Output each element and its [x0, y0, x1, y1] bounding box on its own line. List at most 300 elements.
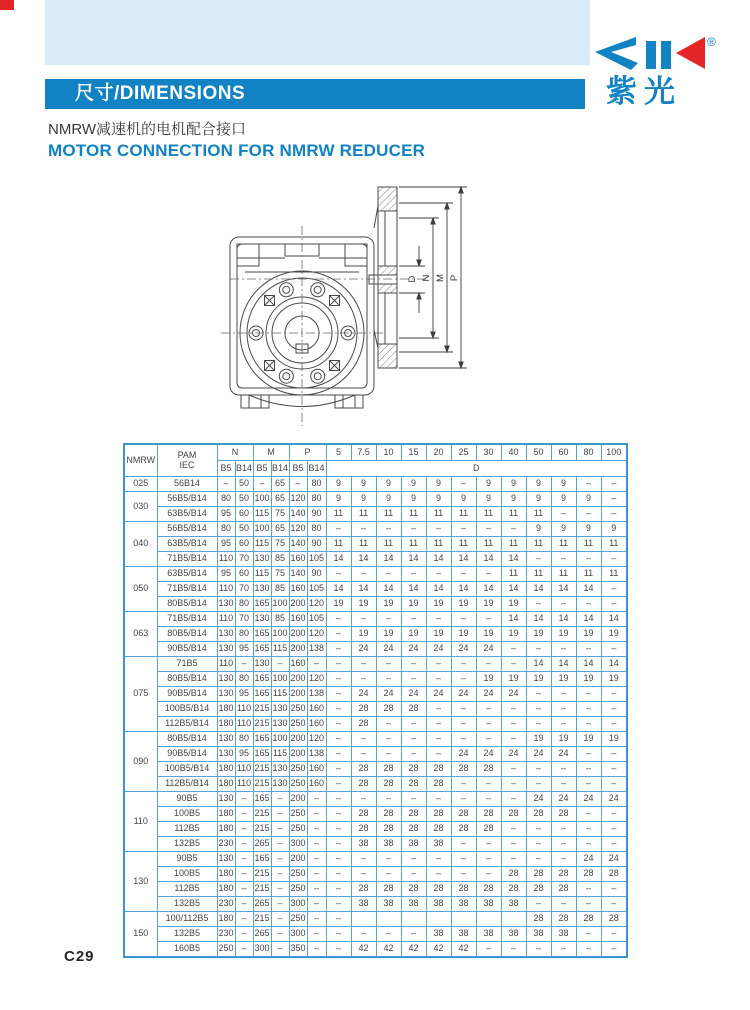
dim-cell: 200 — [289, 642, 307, 657]
dim-cell: 80 — [217, 492, 235, 507]
d-cell: – — [526, 552, 551, 567]
d-cell: 14 — [526, 612, 551, 627]
table-row — [124, 792, 627, 807]
d-cell: – — [326, 897, 351, 912]
d-cell: 11 — [326, 507, 351, 522]
d-cell: – — [601, 702, 627, 717]
dim-label-d: D — [407, 275, 418, 283]
d-cell: – — [326, 672, 351, 687]
dim-cell: 120 — [289, 522, 307, 537]
d-cell: – — [601, 807, 627, 822]
dim-cell: 130 — [253, 612, 271, 627]
table-row — [124, 882, 627, 897]
d-cell: 28 — [551, 867, 576, 882]
d-cell: – — [551, 762, 576, 777]
d-cell: – — [376, 612, 401, 627]
dim-cell: 180 — [217, 822, 235, 837]
table-row — [124, 627, 627, 642]
dim-cell: 180 — [217, 882, 235, 897]
d-cell: – — [576, 837, 601, 852]
d-cell: 11 — [526, 537, 551, 552]
table-row — [124, 522, 627, 537]
d-cell: – — [476, 792, 501, 807]
d-cell: 38 — [376, 837, 401, 852]
d-cell: 9 — [526, 477, 551, 492]
d-cell: – — [551, 687, 576, 702]
d-cell: 28 — [351, 762, 376, 777]
d-cell: – — [601, 642, 627, 657]
d-cell: 19 — [501, 597, 526, 612]
d-cell: – — [451, 612, 476, 627]
d-cell: 28 — [601, 867, 627, 882]
nmrw-cell: 025 — [124, 477, 157, 492]
d-cell: 28 — [526, 867, 551, 882]
d-cell — [351, 912, 376, 927]
d-cell: 11 — [476, 507, 501, 522]
d-cell: 9 — [526, 522, 551, 537]
d-cell: – — [601, 597, 627, 612]
dim-label-p: P — [449, 274, 460, 282]
d-cell: – — [451, 702, 476, 717]
d-cell: – — [501, 942, 526, 958]
col-header-m: M — [253, 444, 289, 461]
dim-cell: – — [235, 792, 253, 807]
d-cell: – — [576, 717, 601, 732]
table-row — [124, 702, 627, 717]
dim-cell: 100 — [271, 597, 289, 612]
d-cell: 38 — [501, 927, 526, 942]
d-cell: – — [476, 717, 501, 732]
d-cell: – — [401, 927, 426, 942]
d-cell: – — [426, 732, 451, 747]
pam-cell: 100/112B5 — [157, 912, 217, 927]
d-cell: – — [351, 567, 376, 582]
d-cell: – — [326, 687, 351, 702]
pam-cell: 63B5/B14 — [157, 507, 217, 522]
brand-logo — [592, 34, 722, 70]
d-cell: 19 — [526, 672, 551, 687]
table-row — [124, 717, 627, 732]
d-cell: – — [551, 837, 576, 852]
dim-cell: 95 — [217, 537, 235, 552]
d-cell: 9 — [451, 492, 476, 507]
dim-cell: – — [235, 657, 253, 672]
table-body — [124, 477, 627, 958]
dim-cell: 165 — [253, 627, 271, 642]
col-header-pam-iec: PAM IEC — [157, 444, 217, 477]
d-cell: – — [476, 612, 501, 627]
d-cell: – — [451, 522, 476, 537]
d-cell: – — [476, 777, 501, 792]
dim-cell: – — [271, 792, 289, 807]
d-cell: – — [576, 642, 601, 657]
d-cell: – — [451, 477, 476, 492]
d-cell: 24 — [476, 747, 501, 762]
dim-cell: 110 — [235, 717, 253, 732]
sub-header-b5: B5 — [253, 461, 271, 477]
d-cell: 24 — [451, 642, 476, 657]
d-cell: – — [601, 822, 627, 837]
pam-cell: 132B5 — [157, 927, 217, 942]
d-cell — [376, 912, 401, 927]
d-cell: 9 — [401, 477, 426, 492]
d-cell: – — [601, 897, 627, 912]
d-cell: – — [601, 927, 627, 942]
d-cell: 28 — [476, 807, 501, 822]
d-cell: – — [326, 927, 351, 942]
d-cell: – — [451, 657, 476, 672]
d-cell: 42 — [376, 942, 401, 958]
dim-cell: – — [271, 867, 289, 882]
dim-cell: 165 — [253, 687, 271, 702]
dim-cell: 115 — [271, 747, 289, 762]
d-cell: – — [376, 852, 401, 867]
d-cell: 9 — [401, 492, 426, 507]
d-cell: – — [601, 882, 627, 897]
d-cell: – — [426, 522, 451, 537]
dim-cell: 130 — [271, 702, 289, 717]
d-cell: – — [326, 882, 351, 897]
d-cell: – — [501, 777, 526, 792]
d-cell: – — [501, 762, 526, 777]
dim-cell: – — [307, 657, 326, 672]
d-cell: – — [526, 642, 551, 657]
dim-cell: 90 — [307, 567, 326, 582]
d-cell: – — [326, 807, 351, 822]
d-cell — [501, 912, 526, 927]
d-cell: 38 — [426, 927, 451, 942]
dim-cell: 200 — [289, 732, 307, 747]
d-cell: – — [576, 927, 601, 942]
col-header-ratio: 40 — [501, 444, 526, 461]
dim-cell: 105 — [307, 582, 326, 597]
dim-cell: 215 — [253, 702, 271, 717]
dim-cell: 250 — [289, 867, 307, 882]
d-cell: 28 — [351, 807, 376, 822]
page-number: C29 — [64, 948, 95, 965]
d-cell: – — [601, 582, 627, 597]
d-cell: – — [501, 717, 526, 732]
d-cell: 28 — [351, 702, 376, 717]
d-cell: 24 — [501, 687, 526, 702]
header-panel — [45, 0, 590, 65]
subtitle-english: MOTOR CONNECTION FOR NMRW REDUCER — [48, 141, 426, 160]
dim-cell: – — [235, 897, 253, 912]
d-cell: 9 — [351, 492, 376, 507]
table-row — [124, 582, 627, 597]
table-row — [124, 897, 627, 912]
d-cell: 14 — [476, 582, 501, 597]
dim-cell: – — [217, 477, 235, 492]
dim-cell: 95 — [235, 642, 253, 657]
table-row — [124, 777, 627, 792]
col-header-ratio: 10 — [376, 444, 401, 461]
dim-cell: – — [271, 927, 289, 942]
d-cell: 14 — [501, 582, 526, 597]
d-cell: – — [326, 612, 351, 627]
pam-cell: 132B5 — [157, 837, 217, 852]
d-cell: – — [401, 717, 426, 732]
d-cell: 9 — [526, 492, 551, 507]
dim-cell: 250 — [289, 807, 307, 822]
dim-cell: 265 — [253, 927, 271, 942]
d-cell: – — [326, 567, 351, 582]
d-cell: 14 — [576, 657, 601, 672]
dim-cell: 250 — [289, 717, 307, 732]
d-cell: 28 — [476, 882, 501, 897]
dim-cell: 70 — [235, 582, 253, 597]
table-row — [124, 927, 627, 942]
d-cell: 42 — [401, 942, 426, 958]
pam-cell: 112B5/B14 — [157, 777, 217, 792]
d-cell: 28 — [426, 882, 451, 897]
dim-cell: 160 — [307, 777, 326, 792]
d-cell: 24 — [351, 687, 376, 702]
d-cell: – — [351, 792, 376, 807]
d-cell: – — [326, 627, 351, 642]
d-cell: – — [326, 732, 351, 747]
dim-cell: 130 — [217, 672, 235, 687]
d-cell: 11 — [501, 537, 526, 552]
dim-cell: 60 — [235, 537, 253, 552]
col-header-ratio: 25 — [451, 444, 476, 461]
d-cell: – — [401, 867, 426, 882]
d-cell: – — [326, 867, 351, 882]
dim-cell: 200 — [289, 747, 307, 762]
d-cell: 14 — [426, 582, 451, 597]
d-cell: – — [476, 867, 501, 882]
d-cell: – — [401, 657, 426, 672]
nmrw-cell: 050 — [124, 567, 157, 612]
dim-cell: 130 — [217, 597, 235, 612]
d-cell: 14 — [526, 582, 551, 597]
d-cell: 11 — [451, 507, 476, 522]
dim-label-m: M — [435, 274, 446, 282]
sub-header-b5: B5 — [289, 461, 307, 477]
reducer-technical-drawing — [185, 180, 485, 435]
pam-cell: 56B5/B14 — [157, 522, 217, 537]
dim-cell: 115 — [253, 507, 271, 522]
col-header-ratio: 60 — [551, 444, 576, 461]
d-cell: 28 — [476, 762, 501, 777]
d-cell: – — [551, 822, 576, 837]
d-cell: – — [326, 912, 351, 927]
d-cell: – — [576, 477, 601, 492]
dim-cell: 75 — [271, 507, 289, 522]
dim-cell: – — [307, 837, 326, 852]
d-cell: 9 — [326, 477, 351, 492]
dim-cell: 130 — [217, 627, 235, 642]
d-cell: – — [376, 747, 401, 762]
dim-cell: – — [307, 897, 326, 912]
d-cell: 19 — [526, 732, 551, 747]
d-cell: 9 — [476, 492, 501, 507]
dimensions-table — [123, 443, 628, 958]
dim-cell: – — [271, 657, 289, 672]
d-cell: – — [476, 852, 501, 867]
d-cell: 9 — [376, 492, 401, 507]
d-cell: – — [551, 507, 576, 522]
d-cell: 28 — [376, 822, 401, 837]
d-cell: 19 — [401, 597, 426, 612]
brand-name-cn: 紫光 — [606, 74, 682, 109]
d-cell: 11 — [476, 537, 501, 552]
dim-cell: 160 — [307, 762, 326, 777]
dim-cell: 120 — [289, 492, 307, 507]
dim-cell: 110 — [235, 762, 253, 777]
dim-cell: 130 — [253, 657, 271, 672]
dim-cell: 110 — [217, 552, 235, 567]
dim-cell: 180 — [217, 702, 235, 717]
dim-cell: – — [271, 897, 289, 912]
dim-cell: 138 — [307, 747, 326, 762]
dim-cell: 250 — [217, 942, 235, 958]
dim-cell: 165 — [253, 792, 271, 807]
d-cell: 38 — [501, 897, 526, 912]
d-cell: – — [376, 792, 401, 807]
dim-cell: 215 — [253, 777, 271, 792]
d-cell: – — [376, 717, 401, 732]
nmrw-cell: 150 — [124, 912, 157, 958]
d-cell: 19 — [551, 732, 576, 747]
d-cell: 28 — [451, 822, 476, 837]
d-cell: 11 — [376, 507, 401, 522]
d-cell: 9 — [326, 492, 351, 507]
d-cell: 11 — [551, 567, 576, 582]
d-cell: 28 — [551, 882, 576, 897]
dim-cell: – — [235, 882, 253, 897]
dim-cell: 215 — [253, 762, 271, 777]
dim-cell: 100 — [271, 732, 289, 747]
pam-cell: 71B5/B14 — [157, 552, 217, 567]
dim-cell: 230 — [217, 927, 235, 942]
dim-cell: 110 — [235, 702, 253, 717]
d-cell: – — [501, 837, 526, 852]
d-cell: – — [576, 747, 601, 762]
d-cell: 28 — [376, 762, 401, 777]
dim-cell: 130 — [217, 687, 235, 702]
d-cell: – — [401, 747, 426, 762]
dim-cell: 250 — [289, 762, 307, 777]
d-cell: 14 — [451, 582, 476, 597]
dim-cell: 140 — [289, 507, 307, 522]
dim-cell: 115 — [253, 567, 271, 582]
table-head — [124, 444, 627, 477]
dim-cell: 95 — [235, 687, 253, 702]
d-cell: – — [326, 702, 351, 717]
d-cell: 28 — [551, 807, 576, 822]
d-cell: 11 — [401, 507, 426, 522]
d-cell: – — [601, 492, 627, 507]
dim-cell: – — [235, 927, 253, 942]
d-cell: – — [326, 792, 351, 807]
d-cell: – — [426, 702, 451, 717]
d-cell: 9 — [351, 477, 376, 492]
d-cell: – — [551, 702, 576, 717]
d-cell: 19 — [576, 627, 601, 642]
dim-cell: 105 — [307, 612, 326, 627]
dim-cell: 215 — [253, 882, 271, 897]
d-cell: 14 — [501, 552, 526, 567]
pam-cell: 71B5 — [157, 657, 217, 672]
d-cell: 11 — [401, 537, 426, 552]
d-cell: – — [326, 642, 351, 657]
d-cell: 14 — [601, 612, 627, 627]
dim-cell: 100 — [271, 627, 289, 642]
dim-cell: – — [271, 882, 289, 897]
dim-cell: 180 — [217, 912, 235, 927]
table-row — [124, 732, 627, 747]
d-cell: – — [326, 717, 351, 732]
d-cell: – — [351, 612, 376, 627]
d-cell: – — [576, 687, 601, 702]
d-cell: 19 — [451, 627, 476, 642]
d-cell: 11 — [576, 567, 601, 582]
table-row — [124, 747, 627, 762]
d-cell: 9 — [376, 477, 401, 492]
dim-cell: 80 — [235, 627, 253, 642]
dim-cell: 250 — [289, 912, 307, 927]
d-cell: 28 — [451, 762, 476, 777]
d-cell: – — [476, 522, 501, 537]
d-cell: 38 — [351, 837, 376, 852]
dim-cell: 65 — [271, 492, 289, 507]
dim-cell: – — [307, 807, 326, 822]
d-cell: – — [501, 732, 526, 747]
d-cell: 14 — [351, 582, 376, 597]
dim-cell: 100 — [253, 492, 271, 507]
pam-cell: 100B5 — [157, 867, 217, 882]
dim-cell: 130 — [217, 792, 235, 807]
dim-cell: – — [253, 477, 271, 492]
dim-cell: 230 — [217, 897, 235, 912]
d-cell: – — [551, 552, 576, 567]
d-cell: – — [501, 792, 526, 807]
d-cell: – — [451, 852, 476, 867]
col-header-ratio: 100 — [601, 444, 627, 461]
pam-cell: 71B5/B14 — [157, 612, 217, 627]
d-cell: 9 — [501, 477, 526, 492]
d-cell: 28 — [576, 867, 601, 882]
pam-cell: 90B5/B14 — [157, 747, 217, 762]
d-cell: – — [476, 567, 501, 582]
dim-cell: – — [235, 852, 253, 867]
dim-cell: – — [271, 822, 289, 837]
d-cell: – — [526, 717, 551, 732]
dim-cell: 265 — [253, 897, 271, 912]
dim-cell: 180 — [217, 867, 235, 882]
d-cell: – — [401, 522, 426, 537]
d-cell: – — [451, 777, 476, 792]
d-cell: 24 — [376, 687, 401, 702]
d-cell: 14 — [401, 552, 426, 567]
d-cell: 38 — [376, 897, 401, 912]
sub-header-b14: B14 — [235, 461, 253, 477]
d-cell: 24 — [426, 687, 451, 702]
pam-cell: 112B5 — [157, 882, 217, 897]
d-cell: 38 — [401, 897, 426, 912]
d-cell: – — [426, 672, 451, 687]
d-cell: – — [526, 777, 551, 792]
dim-cell: 250 — [289, 702, 307, 717]
d-cell: – — [551, 597, 576, 612]
col-header-d: D — [326, 461, 627, 477]
dim-cell: 100 — [253, 522, 271, 537]
col-header-nmrw: NMRW — [124, 444, 157, 477]
d-cell: 19 — [426, 627, 451, 642]
d-cell: – — [426, 717, 451, 732]
dim-cell: 110 — [217, 657, 235, 672]
